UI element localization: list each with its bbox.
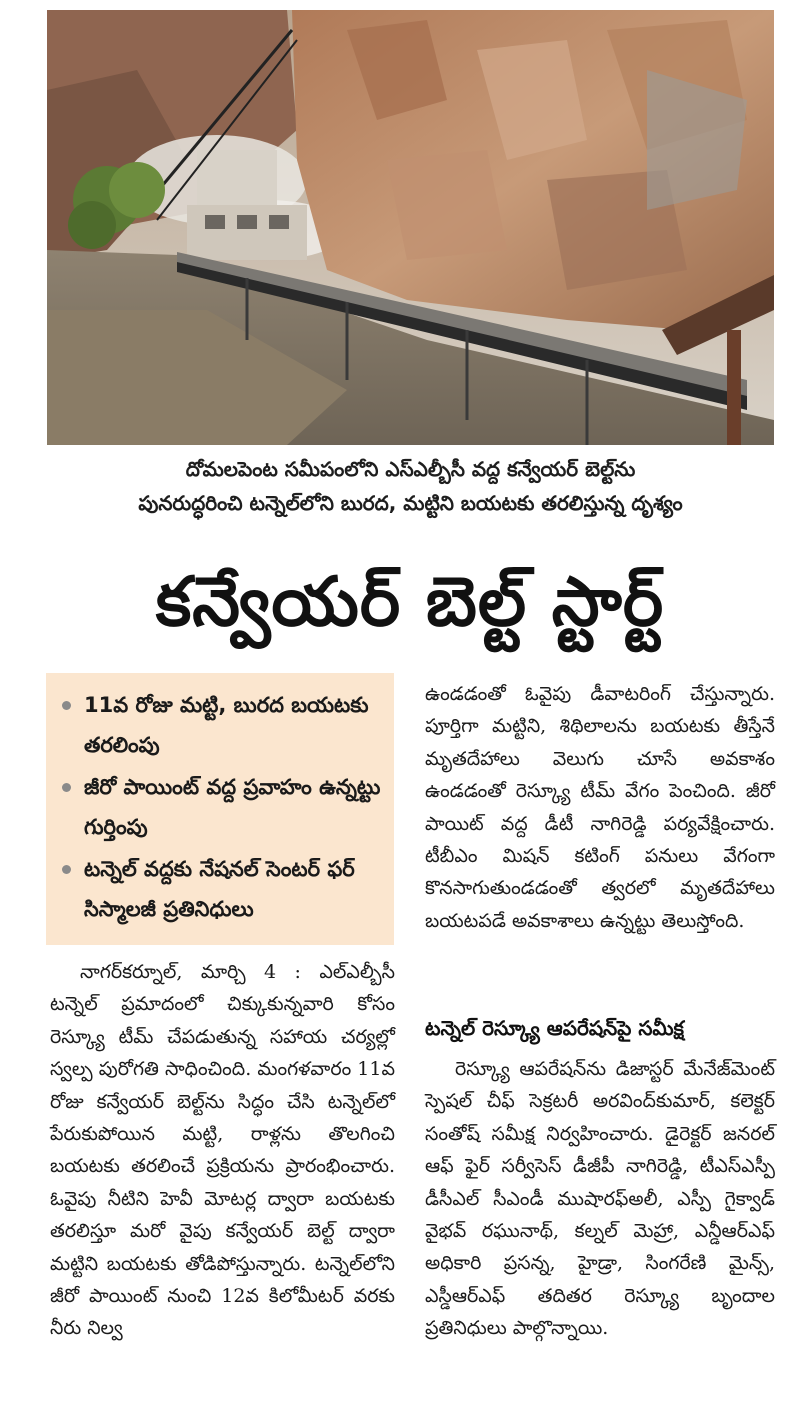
caption-line-1: దోమలపెంట సమీపంలోని ఎస్ఎల్బీసీ వద్ద కన్వేయర్ బెల్ట్‌ను — [185, 457, 636, 481]
highlight-item — [60, 849, 386, 929]
bullet-icon — [62, 783, 71, 792]
article-paragraph-continued: ఉండడంతో ఓవైపు డీవాటరింగ్ చేస్తున్నారు. పూర్తిగా మట్టిని, శిథిలాలను బయటకు తీస్తేనే మృతదేహాలు వెలుగు చూసే అవకాశం ఉండడంతో రెస్క్యూ టీమ్ వేగం పెంచింది. జీరో పాయిట్ వద్ద డీటీ నాగిరెడ్డి పర్యవేక్షించారు. టీబీఎం మిషన్ కటింగ్ పనులు వేగంగా కొనసాగుతుండడంతో త్వరలో మృతదేహాలు బయటపడే అవకాశాలు ఉన్నట్టు తెలుస్తోంది. — [425, 683, 775, 932]
conveyor-belt-photo — [47, 10, 774, 445]
highlight-text: టన్నెల్ వద్దకు నేషనల్ సెంటర్ ఫర్ సిస్మాలజీ ప్రతినిధులు — [84, 857, 355, 921]
bullet-icon — [62, 865, 71, 874]
caption-line-2: పునరుద్ధరించి టన్నెల్‌లోని బురద, మట్టిని బయటకు తరలిస్తున్న దృశ్యం — [138, 491, 683, 515]
article-paragraph: రెస్క్యూ ఆపరేషన్‌ను డిజాస్టర్ మేనేజ్‌మెంట్ స్పెషల్ చీఫ్ సెక్రటరీ అరవింద్‌కుమార్, కలెక్టర్ సంతోష్ సమీక్ష నిర్వహించారు. డైరెక్టర్ జనరల్ ఆఫ్ ఫైర్ సర్వీసెస్ డీజీపీ నాగిరెడ్డి, టీఎస్ఎస్పీ డీసీఎల్ సీఎండీ ముషారఫ్‌అలీ, ఎస్పీ గైక్వాడ్ వైభవ్ రఘునాథ్, కల్నల్ మెహ్రా, ఎన్డీఆర్ఎఫ్ అధికారి ప్రసన్న, హైడ్రా, సింగరేణి మైన్స్, ఎస్డీఆర్ఎఫ్ తదితర రెస్క్యూ బృందాల ప్రతినిధులు పాల్గొన్నాయి. — [425, 1058, 775, 1340]
article-subheading: టన్నెల్ రెస్క్యూ ఆపరేషన్‌పై సమీక్ష — [425, 1016, 684, 1040]
photo-caption — [47, 452, 774, 520]
article-column-right — [425, 678, 775, 937]
article-column-left — [50, 956, 395, 1345]
highlight-item — [60, 767, 386, 847]
article-paragraph: నాగర్‌కర్నూల్, మార్చి 4 : ఎల్ఎల్బీసీ టన్నెల్ ప్రమాదంలో చిక్కుకున్నవారి కోసం రెస్క్యూ టీమ్ చేపడుతున్న సహాయ చర్యల్లో స్వల్ప పురోగతి సాధించింది. మంగళవారం 11వ రోజు కన్వేయర్ బెల్ట్‌ను సిద్ధం చేసి టన్నెల్‌లో పేరుకుపోయిన మట్టి, రాళ్లను తొలగించి బయటకు తరలించే ప్రక్రియను ప్రారంభించారు. ఓవైపు నీటిని హెవీ మోటర్ల ద్వారా బయటకు తరలిస్తూ మరో వైపు కన్వేయర్ బెల్ట్ ద్వారా మట్టిని బయటకు తోడిపోస్తున్నారు. టన్నెల్‌లోని జీరో పాయింట్ నుంచి 12వ కిలోమీటర్ వరకు నీరు నిల్వ — [50, 961, 395, 1340]
bullet-icon — [62, 701, 71, 710]
highlight-item — [60, 685, 386, 765]
highlight-text: జీరో పాయింట్ వద్ద ప్రవాహం ఉన్నట్టు గుర్తింపు — [84, 775, 381, 839]
headline: కన్వేయర్ బెల్ట్ స్టార్ట్ — [155, 563, 665, 642]
highlights-box — [46, 673, 394, 945]
highlight-text: 11వ రోజు మట్టి, బురద బయటకు తరలింపు — [84, 693, 369, 757]
article-column-right-lower — [425, 1053, 775, 1345]
